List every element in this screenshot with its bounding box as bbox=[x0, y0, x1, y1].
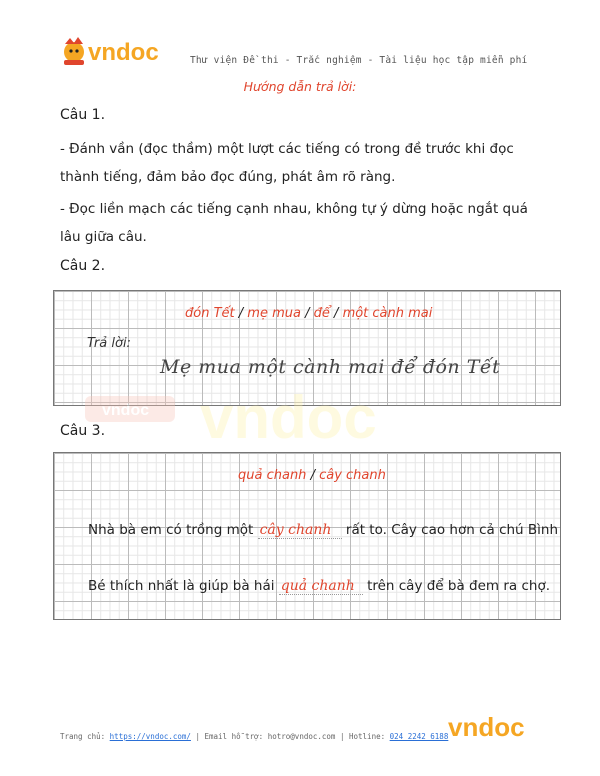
footer-vndoc-logo[interactable] bbox=[448, 712, 540, 742]
footer bbox=[60, 732, 448, 741]
q2-word-options bbox=[185, 306, 432, 321]
q1-paragraph-2: - Đọc liền mạch các tiếng cạnh nhau, không tự ý dừng hoặc ngắt quá lâu giữa câu. bbox=[60, 201, 528, 245]
q3-s2-before: Bé thích nhất là giúp bà hái bbox=[88, 578, 275, 594]
q3-word-2: cây chanh bbox=[319, 468, 386, 483]
q3-s2-fill: quả chanh bbox=[279, 578, 363, 595]
separator: / bbox=[310, 468, 315, 483]
footer-home-link[interactable]: https://vndoc.com/ bbox=[109, 732, 191, 741]
footer-hotline-link[interactable]: 024 2242 6188 bbox=[389, 732, 449, 741]
q3-s1-fill: cây chanh bbox=[258, 522, 342, 539]
footer-home-label: Trang chủ: bbox=[60, 732, 106, 741]
answer-title: Hướng dẫn trả lời: bbox=[243, 79, 357, 94]
separator: / bbox=[238, 306, 244, 321]
q3-s2-after: trên cây để bà đem ra chợ. bbox=[367, 578, 550, 594]
q2-answer-label: Trả lời: bbox=[87, 336, 131, 351]
q2-label: Câu 2. bbox=[60, 258, 106, 274]
q2-word-1: đón Tết bbox=[185, 306, 235, 321]
q3-sentence-1 bbox=[88, 522, 558, 539]
separator: / bbox=[305, 306, 310, 321]
q3-label: Câu 3. bbox=[60, 423, 106, 439]
mascot-icon bbox=[64, 37, 84, 65]
logo-text: vndoc bbox=[88, 39, 159, 66]
separator: / bbox=[334, 306, 339, 321]
header-tagline: Thư viện Đề thi - Trắc nghiệm - Tài liệu học tập miễn phí bbox=[190, 55, 528, 66]
q1-paragraph-1: - Đánh vần (đọc thầm) một lượt các tiếng có trong đề trước khi đọc thành tiếng, đảm bảo đọc đúng, phát âm rõ ràng. bbox=[60, 141, 514, 185]
watermark-text: vndoc bbox=[200, 390, 377, 440]
q2-answer-handwriting: Mẹ mua một cành mai để đón Tết bbox=[160, 356, 501, 378]
footer-email: | Email hỗ trợ: hotro@vndoc.com | Hotline: bbox=[195, 732, 386, 741]
q3-s1-after: rất to. Cây cao hơn cả chú Bình bbox=[345, 522, 559, 538]
q2-word-3: để bbox=[313, 306, 330, 321]
q1-label: Câu 1. bbox=[60, 107, 106, 123]
q3-word-options bbox=[238, 468, 386, 483]
vndoc-logo[interactable] bbox=[60, 34, 185, 68]
q3-sentence-2 bbox=[88, 578, 550, 595]
vndoc-watermark bbox=[80, 390, 560, 440]
watermark-text-small: vndoc bbox=[102, 402, 150, 419]
q3-word-1: quả chanh bbox=[238, 468, 307, 483]
q2-word-2: mẹ mua bbox=[247, 306, 301, 321]
q2-word-4: một cành mai bbox=[342, 306, 433, 321]
q3-s1-before: Nhà bà em có trồng một bbox=[88, 522, 254, 538]
footer-logo-text: vndoc bbox=[448, 712, 525, 742]
